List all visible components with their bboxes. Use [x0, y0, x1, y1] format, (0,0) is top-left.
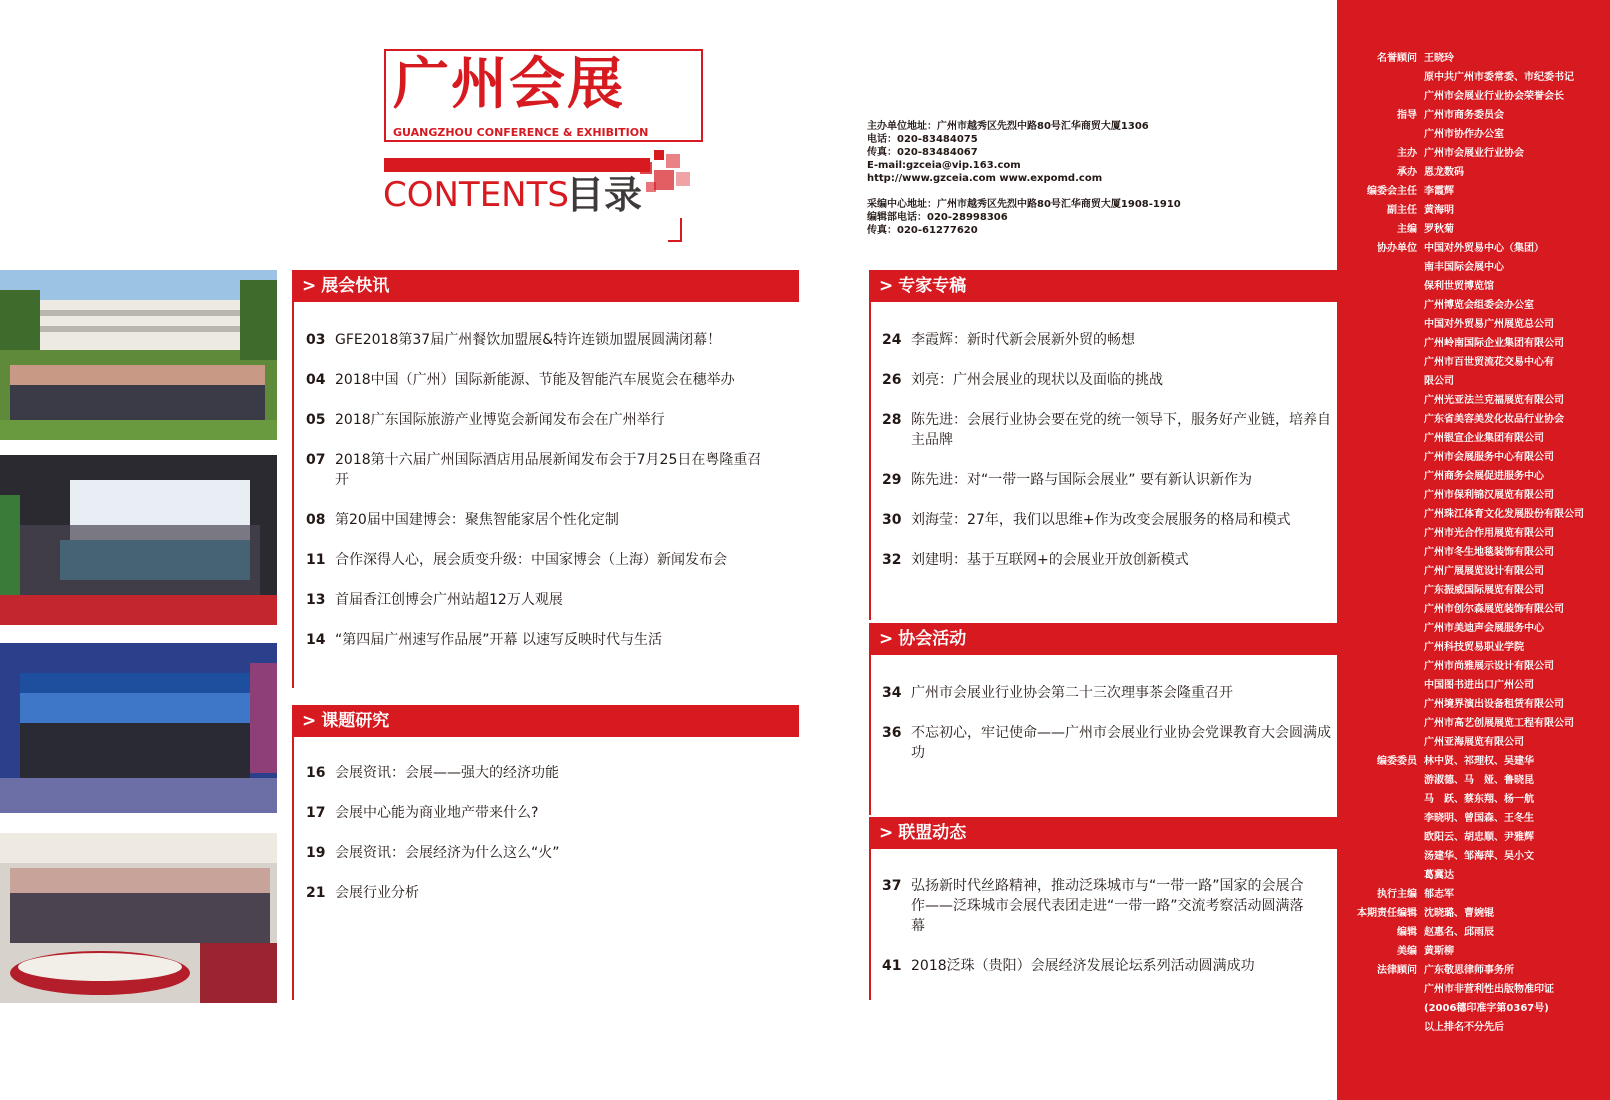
masthead-value: 汤建华、邹海萍、吴小文 [1424, 851, 1534, 862]
masthead-value: 广州商务会展促进服务中心 [1424, 471, 1544, 482]
section-header-experts [869, 270, 1337, 302]
publisher-info-block-1 [867, 120, 1149, 185]
toc-page-number: 26 [882, 372, 902, 388]
masthead-label: 编委委员 [1377, 756, 1417, 767]
toc-entry-title: 刘海莹：27年，我们以思维+作为改变会展服务的格局和模式 [911, 512, 1291, 528]
toc-page-number: 07 [306, 452, 326, 468]
masthead-label: 指导 [1397, 110, 1417, 121]
masthead-value: 广东敬思律师事务所 [1424, 965, 1514, 976]
section-header-association [869, 623, 1337, 655]
masthead-value: 黄海明 [1424, 205, 1454, 216]
logo-english-title: GUANGZHOU CONFERENCE & EXHIBITION [393, 126, 649, 139]
masthead-value: 广州市商务委员会 [1424, 110, 1504, 121]
masthead-value: 广州市会展业行业协会 [1424, 148, 1524, 159]
masthead-value: 中国对外贸易广州展览总公司 [1424, 319, 1554, 330]
masthead-label: 名誉顾问 [1377, 53, 1417, 64]
masthead-value: 广州珠江体育文化发展股份有限公司 [1424, 509, 1584, 520]
masthead-value: 游淑德、马 娅、鲁晓昆 [1424, 775, 1534, 786]
masthead-value: 李晓明、曾国森、王冬生 [1424, 813, 1534, 824]
photo-palace-group [0, 270, 277, 440]
toc-page-number: 36 [882, 725, 902, 741]
masthead-value: 广州光亚法兰克福展览有限公司 [1424, 395, 1564, 406]
publisher-info-block-2 [867, 198, 1181, 237]
masthead-value: 广州广展展览设计有限公司 [1424, 566, 1544, 577]
masthead-value: 广东振威国际展览有限公司 [1424, 585, 1544, 596]
masthead-value: 广州市百世贸流花交易中心有 [1424, 357, 1554, 368]
toc-page-number: 29 [882, 472, 902, 488]
masthead-label: 本期责任编辑 [1357, 908, 1417, 919]
toc-entry-title: 2018中国（广州）国际新能源、节能及智能汽车展览会在穗举办 [335, 372, 735, 388]
masthead-value: 以上排名不分先后 [1424, 1022, 1504, 1033]
chevron-right-icon: > [302, 276, 317, 296]
masthead-value: 罗秋菊 [1424, 224, 1454, 235]
toc-entry-title: 会展行业分析 [335, 885, 419, 901]
toc-entry-title: “第四届广州速写作品展”开幕 以速写反映时代与生活 [335, 632, 662, 648]
toc-page-number: 24 [882, 332, 902, 348]
masthead-value: 广州银宣企业集团有限公司 [1424, 433, 1544, 444]
section-divider-line [869, 302, 871, 620]
toc-entry-title: 刘建明：基于互联网+的会展业开放创新模式 [911, 552, 1189, 568]
masthead-value: 黄斯柳 [1424, 946, 1454, 957]
toc-entry-title: 刘亮：广州会展业的现状以及面临的挑战 [911, 372, 1163, 388]
masthead-value: 欧阳云、胡忠顺、尹雅辉 [1424, 832, 1534, 843]
toc-entry-title: GFE2018第37届广州餐饮加盟展&特许连锁加盟展圆满闭幕！ [335, 332, 722, 348]
toc-entry-title: 陈先进：对“一带一路与国际会展业” 要有新认识新作为 [911, 472, 1252, 488]
toc-entry-title: 会展资讯：会展——强大的经济功能 [335, 765, 559, 781]
toc-page-number: 37 [882, 878, 902, 894]
masthead-value: 广州市美迪声会展服务中心 [1424, 623, 1544, 634]
masthead-value: (2006穗印准字第0367号) [1424, 1003, 1549, 1014]
toc-page-number: 13 [306, 592, 326, 608]
logo-pixel-squares [640, 150, 700, 210]
toc-page-number: 16 [306, 765, 326, 781]
section-divider-line [869, 655, 871, 815]
masthead-value: 原中共广州市委常委、市纪委书记 [1424, 72, 1574, 83]
section-divider-line [869, 849, 871, 1000]
masthead-value: 广州市光合作用展览有限公司 [1424, 528, 1554, 539]
toc-page-number: 34 [882, 685, 902, 701]
masthead-value: 广州市协作办公室 [1424, 129, 1504, 140]
publisher-info-line: 传真：020-83484067 [867, 147, 978, 158]
toc-page-number: 32 [882, 552, 902, 568]
masthead-value: 广州市创尔森展览装饰有限公司 [1424, 604, 1564, 615]
masthead-value: 广州科技贸易职业学院 [1424, 642, 1524, 653]
toc-entry-title: 会展中心能为商业地产带来什么? [335, 805, 539, 821]
section-title: 联盟动态 [898, 823, 967, 843]
masthead-value: 中国对外贸易中心（集团） [1424, 243, 1544, 254]
toc-page-number: 21 [306, 885, 326, 901]
toc-entry-title: 2018泛珠（贵阳）会展经济发展论坛系列活动圆满成功 [911, 958, 1255, 974]
masthead-value: 中国图书进出口广州公司 [1424, 680, 1534, 691]
masthead-value: 李霞辉 [1424, 186, 1454, 197]
contents-label-en: CONTENTS [383, 175, 569, 215]
masthead-label: 主编 [1397, 224, 1417, 235]
toc-page-number: 30 [882, 512, 902, 528]
section-divider-line [292, 302, 294, 688]
publisher-info-line: 编辑部电话：020-28998306 [867, 212, 1008, 223]
masthead-value: 郁志军 [1424, 889, 1454, 900]
masthead-label: 编委会主任 [1367, 186, 1417, 197]
toc-entry-title: 2018第十六届广州国际酒店用品展新闻发布会于7月25日在粤隆重召开 [335, 452, 762, 488]
publisher-info-line: E-mail:gzceia@vip.163.com [867, 160, 1021, 171]
toc-page-number: 19 [306, 845, 326, 861]
masthead-label: 副主任 [1387, 205, 1417, 216]
section-header-alliance [869, 817, 1337, 849]
publisher-info-line: 电话：020-83484075 [867, 134, 978, 145]
toc-entry-title: 第20届中国建博会：聚焦智能家居个性化定制 [335, 512, 619, 528]
masthead-value: 广州市会展业行业协会荣誉会长 [1424, 91, 1564, 102]
masthead-value: 广州境界演出设备租赁有限公司 [1424, 699, 1564, 710]
section-title: 课题研究 [321, 711, 390, 731]
masthead-value: 广州市会展服务中心有限公司 [1424, 452, 1554, 463]
masthead-label: 承办 [1397, 167, 1417, 178]
masthead-sidebar [1337, 0, 1610, 1100]
chevron-right-icon: > [302, 711, 317, 731]
toc-page-number: 14 [306, 632, 326, 648]
masthead-value: 马 跃、蔡东翔、杨一航 [1424, 794, 1534, 805]
decorative-bracket [668, 240, 682, 242]
section-title: 专家专稿 [898, 276, 967, 296]
toc-page-number: 05 [306, 412, 326, 428]
toc-entry-title: 首届香江创博会广州站超12万人观展 [335, 592, 563, 608]
toc-entry-title: 弘扬新时代丝路精神，推动泛珠城市与“一带一路”国家的会展合作——泛珠城市会展代表团走进“一带一路”交流考察活动圆满落幕 [911, 878, 1304, 934]
masthead-value: 广州博览会组委会办公室 [1424, 300, 1534, 311]
masthead-value: 保利世贸博览馆 [1424, 281, 1494, 292]
chevron-right-icon: > [879, 823, 894, 843]
section-title: 协会活动 [898, 629, 967, 649]
masthead-value: 广州岭南国际企业集团有限公司 [1424, 338, 1564, 349]
toc-entry-title: 合作深得人心，展会质变升级：中国家博会（上海）新闻发布会 [335, 552, 727, 568]
logo-underline-bar [384, 158, 650, 172]
toc-page-number: 04 [306, 372, 326, 388]
section-title: 展会快讯 [321, 276, 390, 296]
toc-entry-title: 李霞辉：新时代新会展新外贸的畅想 [911, 332, 1135, 348]
masthead-value: 林中贤、祁理权、吴建华 [1424, 756, 1534, 767]
contents-label-cn: 目录 [566, 173, 643, 217]
chevron-right-icon: > [879, 276, 894, 296]
toc-entry-title: 2018广东国际旅游产业博览会新闻发布会在广州举行 [335, 412, 665, 428]
toc-entry-title: 会展资讯：会展经济为什么这么“火” [335, 845, 560, 861]
masthead-value: 广东省美容美发化妆品行业协会 [1424, 414, 1564, 425]
section-divider-line [292, 737, 294, 1000]
toc-page-number: 17 [306, 805, 326, 821]
toc-page-number: 03 [306, 332, 326, 348]
masthead-label: 美编 [1397, 946, 1417, 957]
masthead-value: 广州市非营利性出版物准印证 [1424, 984, 1554, 995]
toc-entry-title: 不忘初心，牢记使命——广州市会展业行业协会党课教育大会圆满成功 [911, 725, 1331, 761]
photo-banner-group [0, 455, 277, 625]
masthead-value: 广州市尚雅展示设计有限公司 [1424, 661, 1554, 672]
publisher-info-line: 传真：020-61277620 [867, 225, 978, 236]
decorative-bracket [680, 218, 682, 242]
masthead-value: 广州市保利锦汉展览有限公司 [1424, 490, 1554, 501]
section-header-research [292, 705, 799, 737]
logo-chinese-title: 广州会展 [393, 51, 625, 117]
section-header-exhibition-news [292, 270, 799, 302]
chevron-right-icon: > [879, 629, 894, 649]
toc-entry-title: 广州市会展业行业协会第二十三次理事茶会隆重召开 [911, 685, 1233, 701]
masthead-value: 限公司 [1424, 376, 1454, 387]
toc-page-number: 41 [882, 958, 902, 974]
toc-page-number: 11 [306, 552, 326, 568]
masthead-label: 协办单位 [1377, 243, 1417, 254]
publisher-info-line: 采编中心地址：广州市越秀区先烈中路80号汇华商贸大厦1908-1910 [867, 199, 1181, 210]
publisher-info-line: http://www.gzceia.com www.expomd.com [867, 173, 1103, 184]
photo-banquet-hall [0, 833, 277, 1003]
masthead-value: 广州市高艺创展展览工程有限公司 [1424, 718, 1574, 729]
masthead-label: 主办 [1397, 148, 1417, 159]
masthead-label: 执行主编 [1377, 889, 1417, 900]
masthead-value: 赵惠名、邱雨辰 [1424, 927, 1494, 938]
photo-forum-stage [0, 643, 277, 813]
publisher-info-line: 主办单位地址：广州市越秀区先烈中路80号汇华商贸大厦1306 [867, 121, 1149, 132]
masthead-value: 恩龙数码 [1424, 167, 1464, 178]
masthead-label: 法律顾问 [1377, 965, 1417, 976]
masthead-value: 葛冀达 [1424, 870, 1454, 881]
masthead-value: 广州亚海展览有限公司 [1424, 737, 1524, 748]
masthead-value: 南丰国际会展中心 [1424, 262, 1504, 273]
toc-page-number: 28 [882, 412, 902, 428]
masthead-value: 王晓玲 [1424, 53, 1454, 64]
masthead-value: 广州市冬生地毯装饰有限公司 [1424, 547, 1554, 558]
masthead-label: 编辑 [1397, 927, 1417, 938]
toc-page-number: 08 [306, 512, 326, 528]
masthead-value: 沈晓璐、曹婉锟 [1424, 908, 1494, 919]
toc-entry-title: 陈先进：会展行业协会要在党的统一领导下，服务好产业链，培养自主品牌 [911, 412, 1331, 448]
